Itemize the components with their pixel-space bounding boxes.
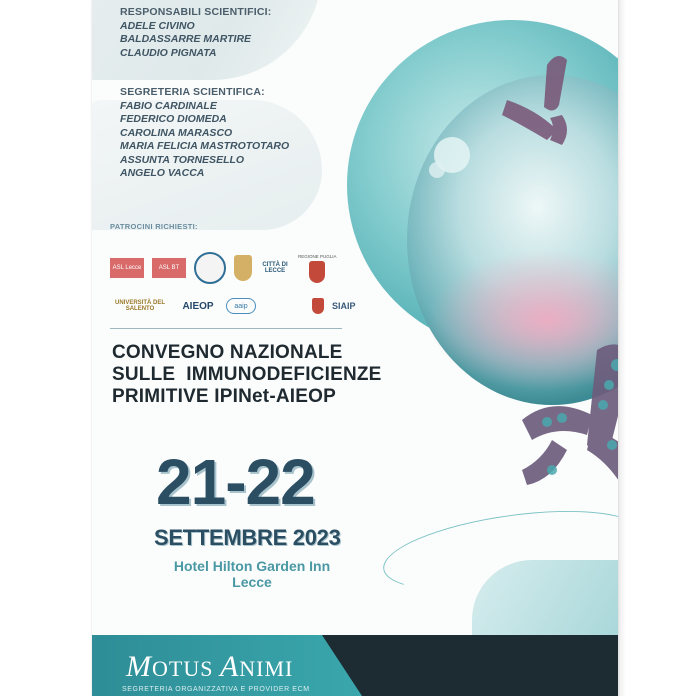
responsabile-name: ADELE CIVINO	[120, 19, 195, 32]
segreteria-heading: SEGRETERIA SCIENTIFICA:	[120, 86, 265, 98]
event-title-line: CONVEGNO NAZIONALE	[112, 342, 343, 363]
aieop-logo: AIEOP	[182, 300, 214, 312]
aaip-logo: aaip	[226, 298, 256, 314]
segreteria-name: FEDERICO DIOMEDA	[120, 113, 227, 125]
event-month-year: SETTEMBRE 2023	[154, 525, 341, 550]
asl-bt-logo: ASL BT	[152, 258, 186, 278]
segreteria-name: MARIA FELICIA MASTROTOTARO	[120, 140, 290, 152]
regione-puglia-logo	[298, 254, 337, 283]
patrocini-heading: PATROCINI RICHIESTI:	[110, 222, 198, 231]
page-shadow	[618, 0, 626, 696]
divider	[110, 328, 342, 329]
patrocini-logos-row-1	[110, 252, 337, 284]
brand-initial: A	[219, 650, 240, 683]
motus-animi-logo	[126, 650, 293, 684]
regione-puglia-label: REGIONE PUGLIA	[298, 253, 337, 259]
responsabili-heading: RESPONSABILI SCIENTIFICI:	[120, 6, 272, 18]
asl-lecce-logo: ASL Lecce	[110, 258, 144, 278]
patrocini-logos-row-2	[110, 298, 356, 314]
segreteria-name: CAROLINA MARASCO	[120, 126, 233, 139]
regione-puglia-crest-icon	[309, 261, 325, 283]
brand-part: NIMI	[239, 656, 294, 681]
venue-city: Lecce	[232, 574, 272, 590]
brand-part: OTUS	[152, 656, 220, 681]
segreteria-name: FABIO CARDINALE	[120, 99, 217, 112]
event-dates: 21-22	[156, 446, 315, 518]
lecce-crest-icon	[234, 255, 252, 281]
immune-cell-illustration	[347, 20, 618, 540]
responsabile-name: BALDASSARRE MARTIRE	[120, 33, 252, 45]
segreteria-name: ASSUNTA TORNESELLO	[120, 153, 245, 166]
footer-subtitle: SEGRETERIA ORGANIZZATIVA E PROVIDER ECM	[122, 686, 310, 693]
event-title-line: SULLE IMMUNODEFICIENZE	[112, 364, 382, 385]
venue-name: Hotel Hilton Garden Inn	[173, 558, 331, 574]
responsabili-block	[120, 6, 271, 60]
siaip-emblem-icon	[312, 298, 324, 314]
event-venue	[152, 558, 352, 590]
citta-di-lecce-logo: CITTÀ DI LECCE	[262, 262, 288, 274]
event-title	[112, 342, 382, 408]
association-seal-logo	[194, 252, 226, 284]
segreteria-block	[120, 86, 289, 181]
segreteria-name: ANGELO VACCA	[120, 167, 205, 179]
universita-salento-logo: UNIVERSITÀ DEL SALENTO	[114, 300, 165, 312]
brand-initial: M	[126, 650, 152, 683]
event-title-line: PRIMITIVE IPINet-AIEOP	[112, 386, 336, 407]
event-poster	[92, 0, 618, 696]
responsabile-name: CLAUDIO PIGNATA	[120, 46, 217, 59]
siaip-logo: SIAIP	[332, 301, 356, 311]
